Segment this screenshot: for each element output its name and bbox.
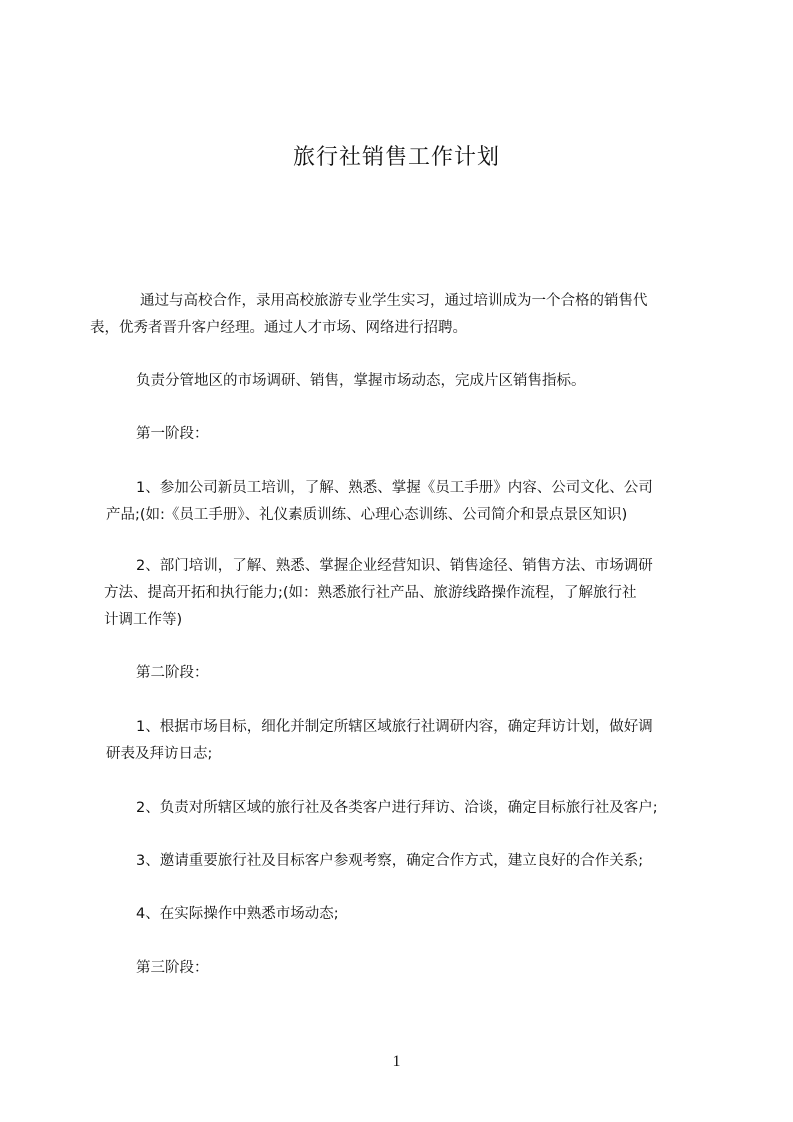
- stage-two-heading: [136, 660, 209, 687]
- paragraph-line: 计调工作等): [104, 612, 183, 628]
- paragraph-line: 2、部门培训，了解、熟悉、掌握企业经营知识、销售途径、销售方法、市场调研: [136, 558, 653, 574]
- paragraph-line: 1、参加公司新员工培训，了解、熟悉、掌握《员工手册》内容、公司文化、公司: [136, 480, 653, 496]
- paragraph-stage-two-item-3: [136, 848, 643, 875]
- page-number: 1: [392, 1053, 401, 1070]
- paragraph-stage-two-item-2: [136, 795, 658, 822]
- paragraph-line: 1、根据市场目标，细化并制定所辖区域旅行社调研内容，确定拜访计划，做好调: [136, 719, 653, 735]
- paragraph-line: 第二阶段：: [136, 665, 209, 681]
- paragraph-line: 第一阶段：: [136, 426, 209, 442]
- paragraph-line: 通过与高校合作，录用高校旅游专业学生实习，通过培训成为一个合格的销售代: [140, 293, 648, 309]
- paragraph-line: 2、负责对所辖区域的旅行社及各类客户进行拜访、洽谈，确定目标旅行社及客户;: [136, 800, 658, 816]
- stage-one-heading: [136, 421, 209, 448]
- paragraph-stage-two-item-1: [106, 714, 653, 768]
- paragraph-recruitment: [90, 288, 648, 342]
- paragraph-line: 4、在实际操作中熟悉市场动态;: [136, 906, 339, 922]
- paragraph-line: 表，优秀者晋升客户经理。通过人才市场、网络进行招聘。: [90, 320, 467, 336]
- paragraph-line: 方法、提高开拓和执行能力;(如：熟悉旅行社产品、旅游线路操作流程，了解旅行社: [104, 585, 637, 601]
- paragraph-line: 研表及拜访日志;: [106, 746, 213, 762]
- paragraph-line: 第三阶段：: [136, 960, 209, 976]
- paragraph-stage-one-item-2: [104, 553, 653, 634]
- paragraph-line: 3、邀请重要旅行社及目标客户参观考察，确定合作方式，建立良好的合作关系;: [136, 853, 644, 869]
- stage-three-heading: [136, 955, 209, 982]
- document-title: 旅行社销售工作计划: [292, 145, 500, 170]
- paragraph-responsibility: [136, 368, 586, 395]
- paragraph-line: 产品;(如:《员工手册》、礼仪素质训练、心理心态训练、公司简介和景点景区知识): [106, 507, 628, 523]
- paragraph-line: 负责分管地区的市场调研、销售，掌握市场动态，完成片区销售指标。: [136, 373, 586, 389]
- paragraph-stage-one-item-1: [106, 475, 653, 529]
- paragraph-stage-two-item-4: [136, 901, 339, 928]
